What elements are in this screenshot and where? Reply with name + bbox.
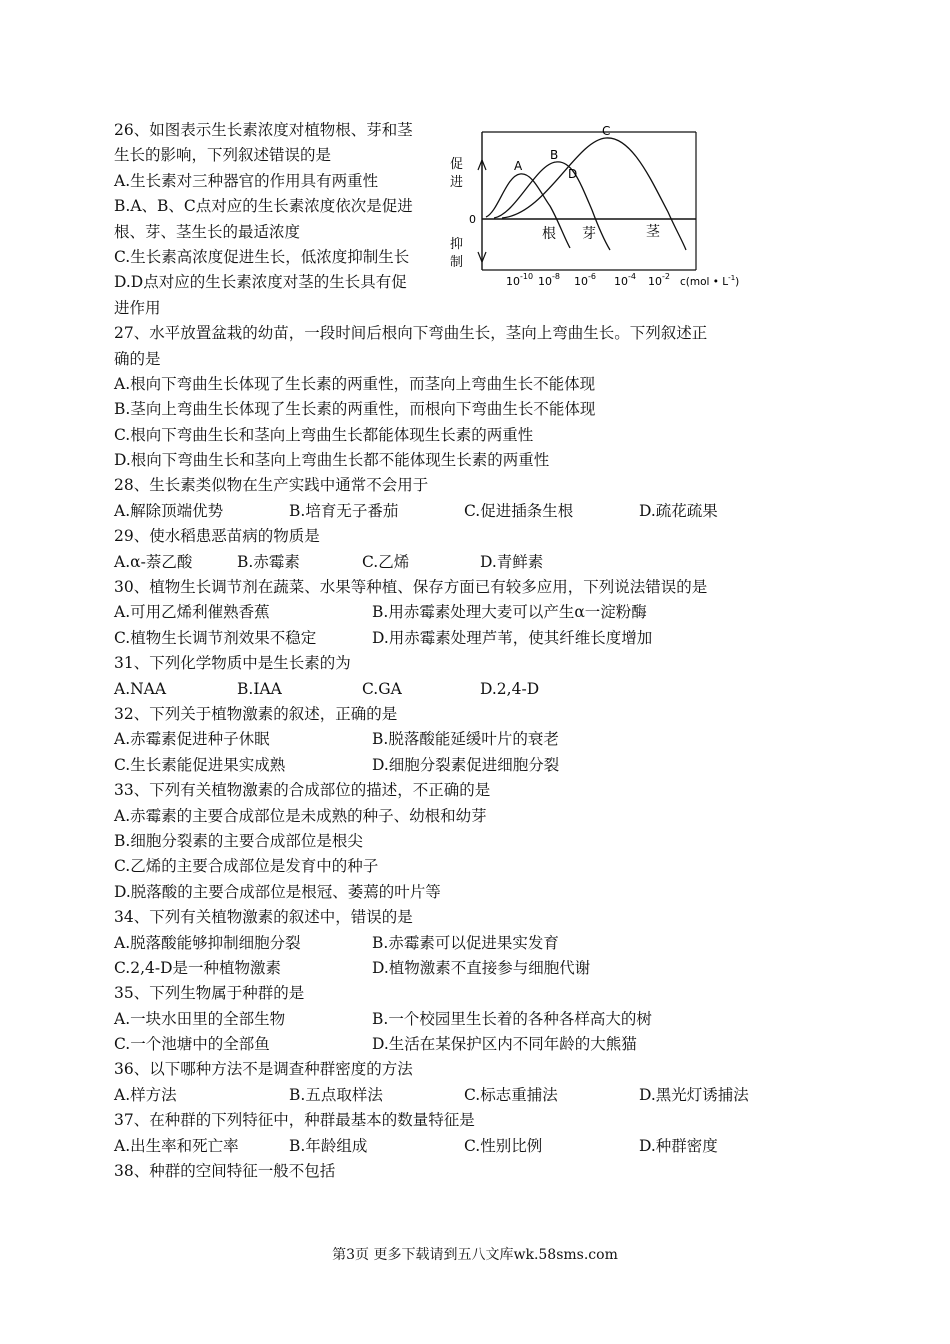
option-a: A.赤霉素的主要合成部位是未成熟的种子、幼根和幼芽	[114, 806, 487, 825]
option-a: C.根向下弯曲生长和茎向上弯曲生长都能体现生长素的两重性	[114, 425, 534, 444]
option-a: C.一个池塘中的全部鱼	[114, 1035, 270, 1054]
question-block	[114, 905, 814, 981]
auxin-concentration-figure	[446, 122, 766, 290]
tick-label: $10^{-2}$	[648, 272, 670, 288]
x-tick-labels	[506, 272, 739, 288]
question-stem: 34、下列有关植物激素的叙述中，错误的是	[114, 908, 413, 927]
option-c: C.GA	[362, 679, 402, 698]
question-block	[114, 575, 814, 651]
option-row	[114, 727, 814, 752]
option-d: D.种群密度	[639, 1136, 718, 1155]
option-row	[114, 677, 814, 702]
option-a: C.2,4-D是一种植物激素	[114, 958, 282, 977]
question-stem: 31、下列化学物质中是生长素的为	[114, 654, 351, 673]
option-row	[114, 626, 814, 651]
option-a: A.α-萘乙酸	[114, 552, 193, 571]
question-stem: 30、植物生长调节剂在蔬菜、水果等种植、保存方面已有较多应用，下列说法错误的是	[114, 578, 708, 597]
option-a: B.茎向上弯曲生长体现了生长素的两重性，而根向下弯曲生长不能体现	[114, 400, 596, 419]
option-b: B.IAA	[237, 679, 282, 698]
point-c-label: C	[602, 124, 611, 138]
tick-label: $10^{-6}$	[574, 272, 596, 288]
point-b-label: B	[550, 148, 559, 162]
question-stem: 38、种群的空间特征一般不包括	[114, 1162, 336, 1181]
option-a: C.植物生长调节剂效果不稳定	[114, 628, 317, 647]
option-b: D.用赤霉素处理芦苇，使其纤维长度增加	[372, 628, 653, 647]
option-d: D.疏花疏果	[639, 501, 718, 520]
option-row	[114, 550, 814, 575]
option-b: B.A、B、C点对应的生长素浓度依次是促进	[114, 197, 413, 216]
option-c: C.性别比例	[464, 1136, 543, 1155]
option-b: D.植物激素不直接参与细胞代谢	[372, 958, 591, 977]
option-d: D.青鲜素	[480, 552, 544, 571]
tick-label: $10^{-4}$	[614, 272, 636, 288]
option-b: B.赤霉素	[237, 552, 300, 571]
root-label: 根	[542, 226, 556, 242]
option-a: A.NAA	[114, 679, 167, 698]
option-b: B.年龄组成	[289, 1136, 368, 1155]
option-a: A.赤霉素促进种子休眠	[114, 730, 270, 749]
option-a: A.样方法	[114, 1085, 177, 1104]
question-block	[114, 321, 814, 473]
question-block	[114, 702, 814, 778]
option-row	[114, 829, 814, 854]
option-a: D.根向下弯曲生长和茎向上弯曲生长都不能体现生长素的两重性	[114, 451, 550, 470]
option-a: A.根向下弯曲生长体现了生长素的两重性，而茎向上弯曲生长不能体现	[114, 374, 596, 393]
option-row	[114, 600, 814, 625]
question-stem: 生长的影响，下列叙述错误的是	[114, 146, 332, 165]
option-a: A.可用乙烯利催熟香蕉	[114, 603, 270, 622]
option-b: B.一个校园里生长着的各种各样高大的树	[372, 1009, 652, 1028]
option-b: B.培育无子番茄	[289, 501, 399, 520]
option-c: C.生长素高浓度促进生长，低浓度抑制生长	[114, 247, 410, 266]
tick-label: $10^{-8}$	[538, 272, 560, 288]
option-d: D.D点对应的生长素浓度对茎的生长具有促	[114, 273, 407, 292]
question-block	[114, 1159, 814, 1184]
question-stem: 27、水平放置盆栽的幼苗，一段时间后根向下弯曲生长，茎向上弯曲生长。下列叙述正	[114, 324, 708, 343]
option-a: A.生长素对三种器官的作用具有两重性	[114, 171, 379, 190]
y-label-promote: 促进	[450, 157, 464, 190]
option-row	[114, 499, 814, 524]
option-c: C.促进插条生根	[464, 501, 574, 520]
option-a: A.出生率和死亡率	[114, 1136, 239, 1155]
zero-label: 0	[469, 213, 476, 226]
option-row	[114, 931, 814, 956]
option-row	[114, 753, 814, 778]
question-stem: 26、如图表示生长素浓度对植物根、芽和茎	[114, 121, 413, 139]
option-row	[114, 804, 814, 829]
option-a: A.解除顶端优势	[114, 501, 224, 520]
question-stem: 33、下列有关植物激素的合成部位的描述，不正确的是	[114, 781, 491, 800]
question-block	[114, 778, 814, 905]
page-footer: 第3页 更多下载请到五八文库wk.58sms.com	[332, 1247, 618, 1263]
bud-label: 芽	[582, 226, 596, 242]
option-row	[114, 423, 814, 448]
option-row	[114, 1134, 814, 1159]
option-d: D.2,4-D	[480, 679, 540, 698]
option-row	[114, 956, 814, 981]
point-a-label: A	[514, 159, 523, 173]
option-row	[114, 1032, 814, 1057]
option-row	[114, 397, 814, 422]
option-b: B.赤霉素可以促进果实发育	[372, 933, 559, 952]
question-stem: 36、以下哪种方法不是调查种群密度的方法	[114, 1060, 413, 1079]
option-row	[114, 1007, 814, 1032]
option-a: D.脱落酸的主要合成部位是根冠、萎蔫的叶片等	[114, 882, 441, 901]
option-row	[114, 854, 814, 879]
tick-label: $10^{-10}$	[506, 272, 534, 288]
option-c: C.乙烯	[362, 552, 410, 571]
option-a: A.一块水田里的全部生物	[114, 1009, 286, 1028]
question-stem: 28、生长素类似物在生产实践中通常不会用于	[114, 476, 429, 495]
option-c: C.标志重捕法	[464, 1085, 558, 1104]
option-a: C.乙烯的主要合成部位是发育中的种子	[114, 857, 379, 876]
question-block	[114, 473, 814, 524]
question-stem: 37、在种群的下列特征中，种群最基本的数量特征是	[114, 1111, 475, 1130]
option-d-cont: 进作用	[114, 298, 161, 317]
questions-27-38	[114, 321, 814, 1184]
option-b: D.生活在某保护区内不同年龄的大熊猫	[372, 1035, 637, 1054]
option-row	[114, 448, 814, 473]
question-stem: 29、使水稻患恶苗病的物质是	[114, 527, 320, 546]
x-unit-label: c(mol • $L^{-1}$)	[680, 274, 740, 288]
option-a: B.细胞分裂素的主要合成部位是根尖	[114, 831, 363, 850]
option-row	[114, 372, 814, 397]
question-block	[114, 1057, 814, 1108]
option-a: A.脱落酸能够抑制细胞分裂	[114, 933, 301, 952]
question-stem: 35、下列生物属于种群的是	[114, 984, 305, 1003]
root-curve	[486, 174, 570, 248]
question-stem: 32、下列关于植物激素的叙述，正确的是	[114, 704, 398, 723]
question-block	[114, 651, 814, 702]
y-label-inhibit: 抑制	[450, 237, 464, 270]
option-row	[114, 880, 814, 905]
stem-label: 茎	[646, 224, 660, 240]
option-b: B.五点取样法	[289, 1085, 383, 1104]
option-b-cont: 根、芽、茎生长的最适浓度	[114, 222, 301, 241]
question-block	[114, 1108, 814, 1159]
option-row	[114, 1083, 814, 1108]
option-b: D.细胞分裂素促进细胞分裂	[372, 755, 560, 774]
option-b: B.脱落酸能延缓叶片的衰老	[372, 730, 559, 749]
option-a: C.生长素能促进果实成熟	[114, 755, 286, 774]
question-stem: 确的是	[114, 349, 161, 368]
question-block	[114, 981, 814, 1057]
option-b: B.用赤霉素处理大麦可以产生α一淀粉酶	[372, 603, 647, 622]
question-block	[114, 524, 814, 575]
point-d-label: D	[568, 167, 578, 181]
option-d: D.黑光灯诱捕法	[639, 1085, 749, 1104]
